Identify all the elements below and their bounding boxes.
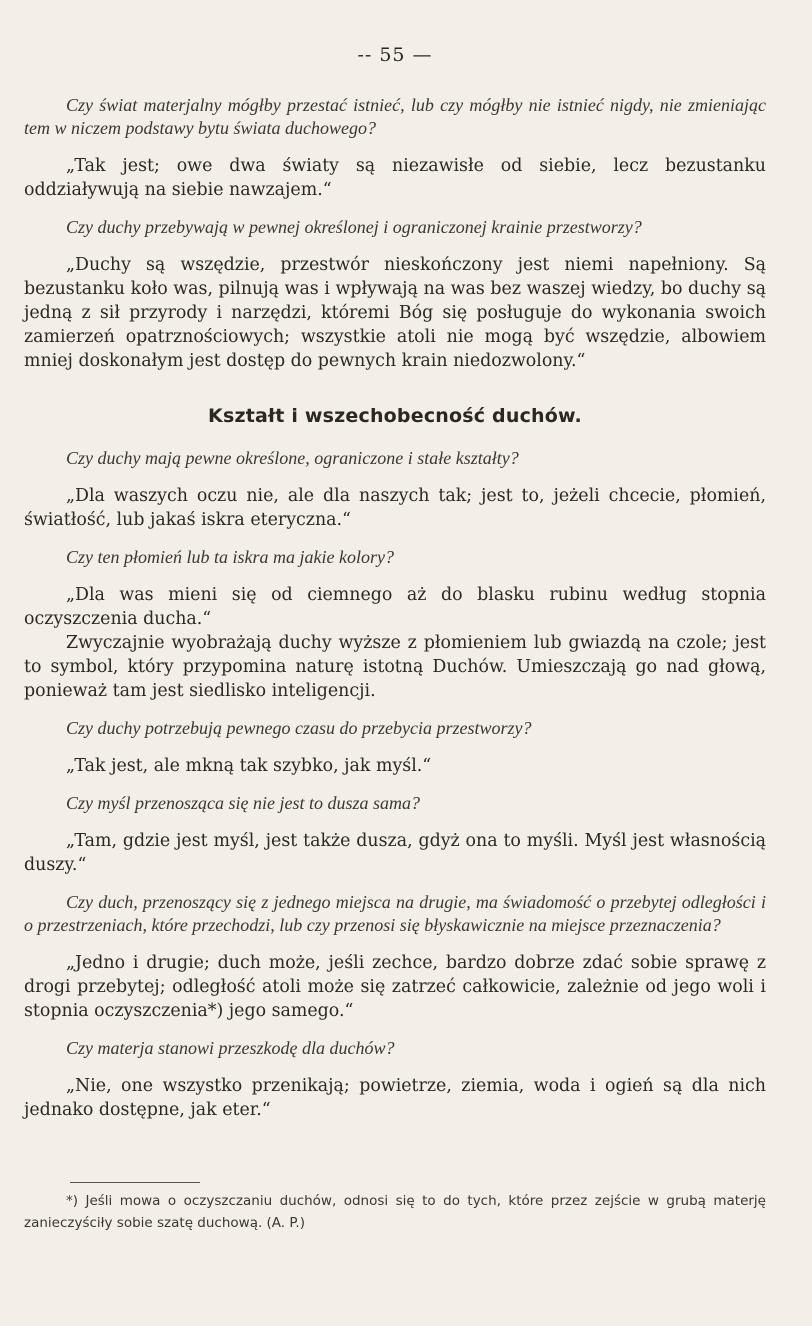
question-paragraph: Czy duchy przebywają w pewnej określonej i ograniczonej krainie przestworzy? (66, 217, 642, 237)
answer-paragraph: „Dla was mieni się od ciemnego aż do blasku rubinu według stopnia oczyszczenia ducha.“ (24, 585, 766, 629)
answer-paragraph: „Tam, gdzie jest myśl, jest także dusza, gdyż ona to myśli. Myśl jest własnością duszy.“ (24, 831, 766, 875)
question-paragraph: Czy materja stanowi przeszkodę dla duchów? (66, 1038, 395, 1058)
page-body (24, 94, 766, 1122)
question-paragraph: Czy ten płomień lub ta iskra ma jakie kolory? (66, 547, 394, 567)
footnote-divider (70, 1182, 200, 1183)
answer-paragraph: „Jedno i drugie; duch może, jeśli zechce, bardzo dobrze zdać sobie sprawę z drogi przebytej; odległość atoli może się zatrzeć całkowicie, zależnie od jego woli i stopnia oczyszczenia*) jego samego.“ (24, 953, 766, 1021)
answer-paragraph: „Tak jest, ale mkną tak szybko, jak myśl.“ (66, 756, 432, 776)
footnote: *) Jeśli mowa o oczyszczaniu duchów, odnosi się to do tych, które przez zejście w grubą materję zanieczyściły sobie szatę duchową. (A. P.) (24, 1193, 766, 1231)
answer-paragraph: „Dla waszych oczu nie, ale dla naszych tak; jest to, jeżeli chcecie, płomień, światłość, lub jakaś iskra eteryczna.“ (24, 486, 766, 530)
question-paragraph: Czy duchy mają pewne określone, ograniczone i stałe kształty? (66, 448, 519, 468)
section-heading: Kształt i wszechobecność duchów. (208, 405, 582, 427)
answer-paragraph: „Nie, one wszystko przenikają; powietrze, ziemia, woda i ogień są dla nich jednako dostępne, jak eter.“ (24, 1076, 766, 1120)
question-paragraph: Czy duchy potrzebują pewnego czasu do przebycia przestworzy? (66, 718, 532, 738)
question-paragraph: Czy myśl przenosząca się nie jest to dusza sama? (66, 793, 420, 813)
answer-paragraph: „Tak jest; owe dwa światy są niezawisłe od siebie, lecz bezustanku oddziaływują na siebie nawzajem.“ (24, 156, 766, 200)
answer-paragraph: „Duchy są wszędzie, przestwór nieskończony jest niemi napełniony. Są bezustanku koło was, pilnują was i wpływają na was bez waszej wiedzy, bo duchy są jedną z sił przyrody i narzędzi, któremi Bóg się posługuje do wykonania swoich zamierzeń opatrznościowych; wszystkie atoli nie mogą być wszędzie, albowiem mniej doskonałym jest dostęp do pewnych krain niedozwolony.“ (24, 255, 766, 371)
page-number: -- 55 — (357, 44, 433, 66)
body-paragraph: Zwyczajnie wyobrażają duchy wyższe z płomieniem lub gwiazdą na czole; jest to symbol, który przypomina naturę istotną Duchów. Umieszczają go nad głową, ponieważ tam jest siedlisko inteligencji. (24, 633, 766, 701)
question-paragraph: Czy duch, przenoszący się z jednego miejsca na drugie, ma świadomość o przebytej odległości i o przestrzeniach, które przechodzi, lub czy przenosi się błyskawicznie na miejsce przeznaczenia? (24, 892, 766, 935)
question-paragraph: Czy świat materjalny mógłby przestać istnieć, lub czy mógłby nie istnieć nigdy, nie zmieniając tem w niczem podstawy bytu świata duchowego? (24, 95, 766, 138)
